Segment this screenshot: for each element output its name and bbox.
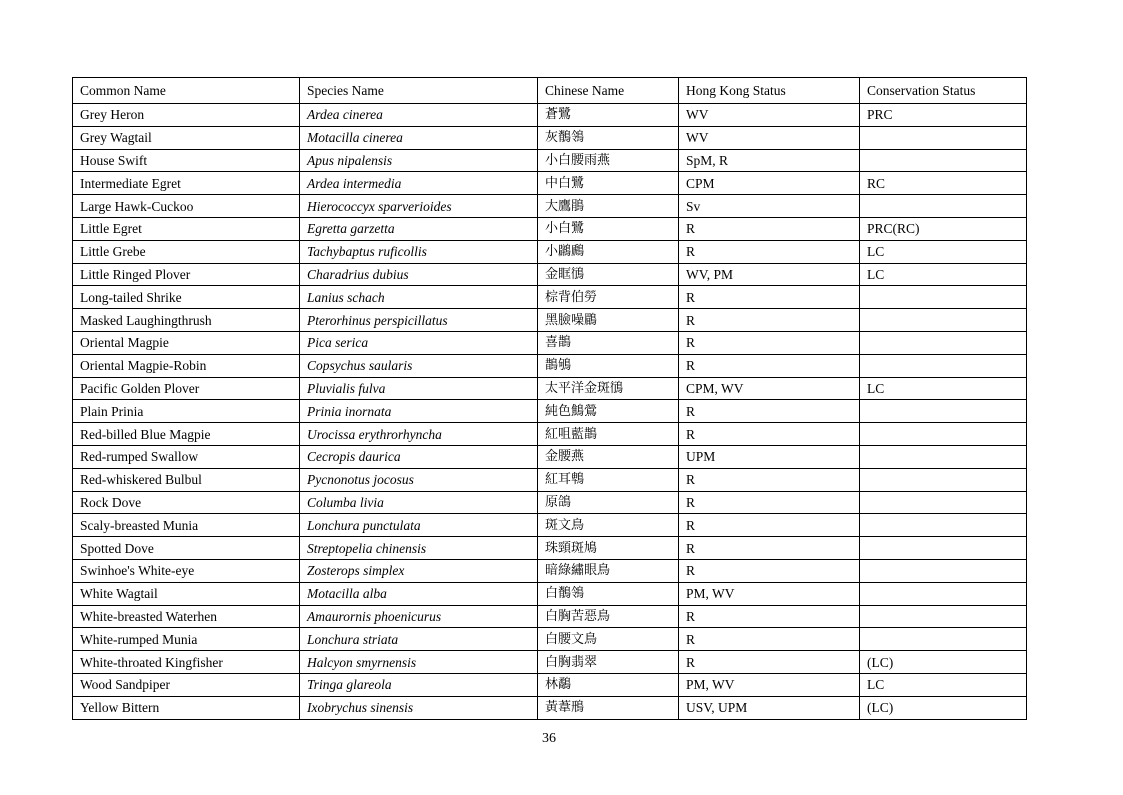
species-name-cell: Apus nipalensis [300,149,538,172]
header-common-name: Common Name [73,78,300,104]
species-name-cell: Zosterops simplex [300,559,538,582]
table-row [73,286,1027,309]
hong-kong-status-cell: CPM [679,172,860,195]
conservation-status-cell [860,126,1027,149]
table-row [73,423,1027,446]
conservation-status-cell [860,445,1027,468]
table-row [73,651,1027,674]
chinese-name-cell: 蒼鷺 [538,104,679,127]
chinese-name-cell: 小白鷺 [538,217,679,240]
hong-kong-status-cell: R [679,286,860,309]
hong-kong-status-cell: R [679,331,860,354]
chinese-name-cell: 原鴿 [538,491,679,514]
conservation-status-cell: PRC(RC) [860,217,1027,240]
table-row [73,537,1027,560]
conservation-status-cell [860,582,1027,605]
table-row [73,172,1027,195]
common-name-cell: Oriental Magpie [73,331,300,354]
conservation-status-cell: (LC) [860,696,1027,719]
chinese-name-cell: 暗綠繡眼鳥 [538,559,679,582]
chinese-name-cell: 喜鵲 [538,331,679,354]
chinese-name-cell: 灰鶺鴒 [538,126,679,149]
species-name-cell: Columba livia [300,491,538,514]
header-species-name: Species Name [300,78,538,104]
conservation-status-cell [860,286,1027,309]
common-name-cell: Grey Wagtail [73,126,300,149]
hong-kong-status-cell: USV, UPM [679,696,860,719]
species-name-cell: Motacilla cinerea [300,126,538,149]
header-hong-kong-status: Hong Kong Status [679,78,860,104]
common-name-cell: Swinhoe's White-eye [73,559,300,582]
species-name-cell: Tachybaptus ruficollis [300,240,538,263]
common-name-cell: Large Hawk-Cuckoo [73,195,300,218]
chinese-name-cell: 中白鷺 [538,172,679,195]
hong-kong-status-cell: R [679,514,860,537]
conservation-status-cell [860,423,1027,446]
table-row [73,217,1027,240]
chinese-name-cell: 紅耳鵯 [538,468,679,491]
hong-kong-status-cell: PM, WV [679,673,860,696]
table-row [73,149,1027,172]
species-name-cell: Ardea intermedia [300,172,538,195]
chinese-name-cell: 金腰燕 [538,445,679,468]
species-name-cell: Lanius schach [300,286,538,309]
header-chinese-name: Chinese Name [538,78,679,104]
hong-kong-status-cell: WV [679,126,860,149]
species-name-cell: Halcyon smyrnensis [300,651,538,674]
common-name-cell: White-rumped Munia [73,628,300,651]
hong-kong-status-cell: WV [679,104,860,127]
page-number: 36 [542,731,556,746]
hong-kong-status-cell: R [679,651,860,674]
species-name-cell: Charadrius dubius [300,263,538,286]
species-name-cell: Lonchura striata [300,628,538,651]
table-row [73,491,1027,514]
table-row [73,468,1027,491]
species-name-cell: Hierococcyx sparverioides [300,195,538,218]
chinese-name-cell: 棕背伯勞 [538,286,679,309]
species-name-cell: Ardea cinerea [300,104,538,127]
species-name-cell: Cecropis daurica [300,445,538,468]
conservation-status-cell: RC [860,172,1027,195]
chinese-name-cell: 純色鷦鶯 [538,400,679,423]
conservation-status-cell [860,149,1027,172]
species-name-cell: Pycnonotus jocosus [300,468,538,491]
table-row [73,240,1027,263]
common-name-cell: Plain Prinia [73,400,300,423]
conservation-status-cell [860,559,1027,582]
conservation-status-cell: LC [860,673,1027,696]
table-row [73,582,1027,605]
common-name-cell: Wood Sandpiper [73,673,300,696]
hong-kong-status-cell: SpM, R [679,149,860,172]
table-row [73,514,1027,537]
common-name-cell: Scaly-breasted Munia [73,514,300,537]
conservation-status-cell: (LC) [860,651,1027,674]
hong-kong-status-cell: R [679,354,860,377]
chinese-name-cell: 金眶鴴 [538,263,679,286]
table-body [73,104,1027,720]
species-name-cell: Motacilla alba [300,582,538,605]
chinese-name-cell: 太平洋金斑鴴 [538,377,679,400]
hong-kong-status-cell: UPM [679,445,860,468]
table-row [73,331,1027,354]
common-name-cell: White-breasted Waterhen [73,605,300,628]
chinese-name-cell: 小白腰雨燕 [538,149,679,172]
conservation-status-cell: LC [860,240,1027,263]
species-name-cell: Ixobrychus sinensis [300,696,538,719]
common-name-cell: Red-billed Blue Magpie [73,423,300,446]
conservation-status-cell [860,491,1027,514]
species-name-cell: Tringa glareola [300,673,538,696]
table-row [73,354,1027,377]
common-name-cell: House Swift [73,149,300,172]
chinese-name-cell: 林鷸 [538,673,679,696]
hong-kong-status-cell: R [679,468,860,491]
table-row [73,126,1027,149]
common-name-cell: Red-rumped Swallow [73,445,300,468]
species-name-cell: Urocissa erythrorhyncha [300,423,538,446]
hong-kong-status-cell: R [679,217,860,240]
table-row [73,673,1027,696]
hong-kong-status-cell: R [679,309,860,332]
table-row [73,628,1027,651]
hong-kong-status-cell: Sv [679,195,860,218]
common-name-cell: Long-tailed Shrike [73,286,300,309]
common-name-cell: Grey Heron [73,104,300,127]
common-name-cell: Yellow Bittern [73,696,300,719]
species-name-cell: Pluvialis fulva [300,377,538,400]
conservation-status-cell: LC [860,377,1027,400]
conservation-status-cell [860,195,1027,218]
common-name-cell: Pacific Golden Plover [73,377,300,400]
chinese-name-cell: 珠頸斑鳩 [538,537,679,560]
species-name-cell: Pica serica [300,331,538,354]
hong-kong-status-cell: R [679,400,860,423]
conservation-status-cell [860,537,1027,560]
hong-kong-status-cell: PM, WV [679,582,860,605]
common-name-cell: Oriental Magpie-Robin [73,354,300,377]
chinese-name-cell: 白腰文鳥 [538,628,679,651]
hong-kong-status-cell: R [679,628,860,651]
hong-kong-status-cell: R [679,491,860,514]
conservation-status-cell [860,331,1027,354]
hong-kong-status-cell: R [679,240,860,263]
common-name-cell: Little Grebe [73,240,300,263]
table-row [73,696,1027,719]
table-row [73,400,1027,423]
hong-kong-status-cell: R [679,537,860,560]
common-name-cell: White Wagtail [73,582,300,605]
conservation-status-cell [860,468,1027,491]
common-name-cell: Spotted Dove [73,537,300,560]
hong-kong-status-cell: CPM, WV [679,377,860,400]
chinese-name-cell: 白胸翡翠 [538,651,679,674]
chinese-name-cell: 小鸊鷉 [538,240,679,263]
common-name-cell: Little Egret [73,217,300,240]
common-name-cell: Rock Dove [73,491,300,514]
conservation-status-cell [860,628,1027,651]
table-row [73,309,1027,332]
chinese-name-cell: 白胸苦惡鳥 [538,605,679,628]
conservation-status-cell [860,400,1027,423]
common-name-cell: Intermediate Egret [73,172,300,195]
table-header-row [73,78,1027,104]
conservation-status-cell: LC [860,263,1027,286]
header-conservation-status: Conservation Status [860,78,1027,104]
conservation-status-cell [860,354,1027,377]
common-name-cell: Red-whiskered Bulbul [73,468,300,491]
table-row [73,445,1027,468]
conservation-status-cell [860,309,1027,332]
common-name-cell: Little Ringed Plover [73,263,300,286]
species-name-cell: Amaurornis phoenicurus [300,605,538,628]
table-row [73,605,1027,628]
table-row [73,195,1027,218]
table-row [73,377,1027,400]
hong-kong-status-cell: WV, PM [679,263,860,286]
species-name-cell: Egretta garzetta [300,217,538,240]
chinese-name-cell: 鵲鴝 [538,354,679,377]
species-name-cell: Streptopelia chinensis [300,537,538,560]
chinese-name-cell: 斑文鳥 [538,514,679,537]
table-row [73,559,1027,582]
conservation-status-cell: PRC [860,104,1027,127]
chinese-name-cell: 黑臉噪鶥 [538,309,679,332]
table-row [73,104,1027,127]
chinese-name-cell: 大鷹鵑 [538,195,679,218]
hong-kong-status-cell: R [679,605,860,628]
hong-kong-status-cell: R [679,423,860,446]
species-name-cell: Pterorhinus perspicillatus [300,309,538,332]
species-table [72,77,1027,720]
chinese-name-cell: 白鶺鴒 [538,582,679,605]
table-row [73,263,1027,286]
species-name-cell: Lonchura punctulata [300,514,538,537]
conservation-status-cell [860,514,1027,537]
species-name-cell: Copsychus saularis [300,354,538,377]
chinese-name-cell: 黃葦鳽 [538,696,679,719]
chinese-name-cell: 紅咀藍鵲 [538,423,679,446]
species-name-cell: Prinia inornata [300,400,538,423]
hong-kong-status-cell: R [679,559,860,582]
common-name-cell: Masked Laughingthrush [73,309,300,332]
common-name-cell: White-throated Kingfisher [73,651,300,674]
conservation-status-cell [860,605,1027,628]
